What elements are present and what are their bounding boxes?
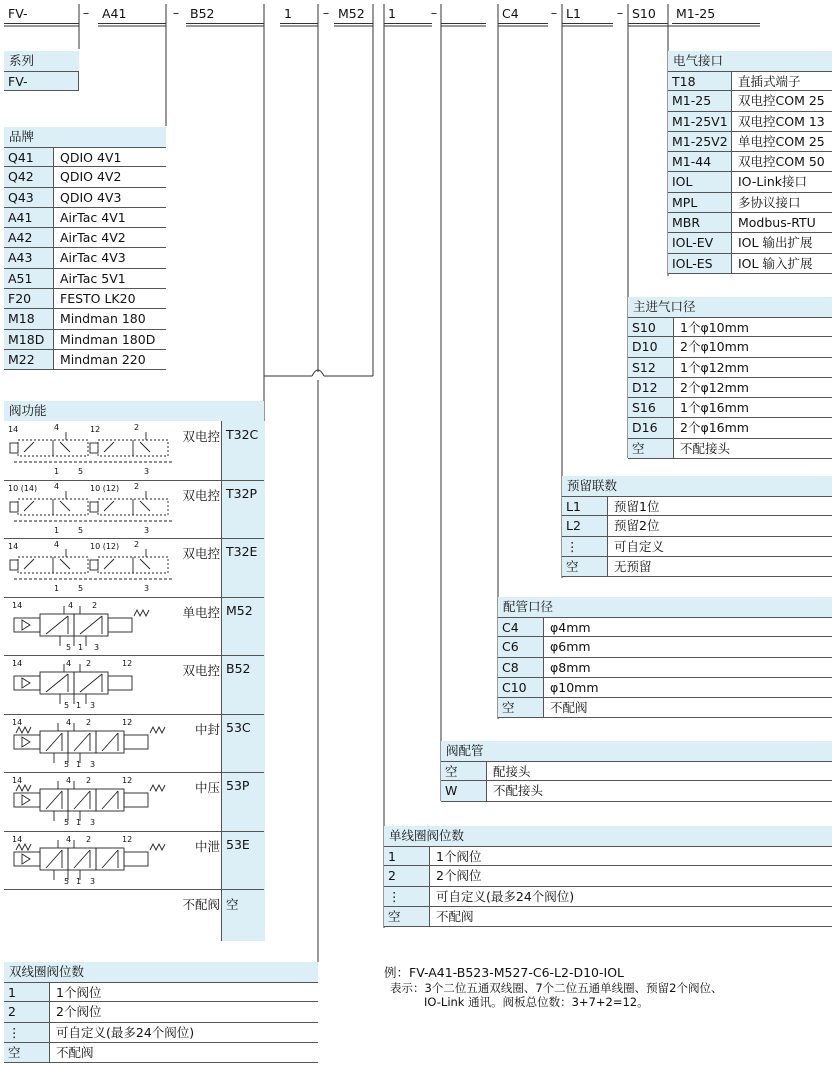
- valve-symbol-icon: [6, 773, 178, 829]
- port-label: 3: [90, 818, 96, 827]
- row-code: 空: [562, 557, 608, 576]
- port-label: 5: [64, 701, 70, 710]
- electrical-table: [668, 51, 832, 274]
- pipe-port-table: [498, 597, 832, 718]
- port-label: 12: [122, 776, 133, 785]
- table-row: [498, 617, 832, 637]
- row-code: M18D: [4, 330, 54, 349]
- row-description: 1个φ16mm: [680, 400, 749, 416]
- port-label: 4: [66, 834, 72, 844]
- table-row: [4, 248, 166, 268]
- row-code: M1-44: [668, 152, 732, 171]
- code-valve-function: B52: [186, 4, 264, 24]
- valve-symbol-icon: [6, 656, 178, 712]
- row-description: AirTac 4V3: [60, 250, 126, 266]
- row-description: 直插式端子: [738, 74, 801, 89]
- main-inlet-title: 主进气口径: [628, 297, 832, 317]
- port-label: 12: [90, 425, 101, 434]
- row-code: T18: [668, 72, 732, 90]
- row-description: QDIO 4V2: [60, 169, 122, 185]
- row-description: Mindman 220: [60, 351, 146, 367]
- table-row: [4, 1043, 318, 1063]
- row-description: 可自定义(最多24个阀位): [56, 1024, 195, 1040]
- row-code: W: [441, 781, 487, 800]
- row-description: QDIO 4V3: [60, 189, 122, 205]
- pipe-port-title: 配管口径: [498, 597, 832, 617]
- valve-function-code: T32P: [226, 485, 258, 501]
- row-code: ⋮: [384, 887, 430, 906]
- row-code: IOL-EV: [668, 233, 732, 252]
- port-label: 2: [92, 600, 98, 610]
- port-label: 5: [64, 759, 70, 769]
- double-coil-table: [4, 962, 318, 1063]
- port-label: 5: [66, 642, 72, 652]
- row-code: D12: [628, 378, 674, 397]
- row-code: D16: [628, 418, 674, 437]
- code-reserved: L1: [562, 4, 613, 24]
- table-row: [384, 887, 832, 907]
- port-label: 12: [122, 717, 133, 727]
- code-main-inlet: S10: [628, 4, 668, 24]
- port-label: 5: [78, 584, 84, 593]
- brand-table: [4, 127, 166, 370]
- port-label: 12: [122, 659, 133, 668]
- row-code: Q42: [4, 167, 54, 186]
- port-label: 1: [78, 642, 84, 652]
- valve-function-row: [4, 597, 264, 657]
- table-row: [668, 172, 832, 192]
- port-label: 2: [86, 717, 92, 727]
- row-description: AirTac 5V1: [60, 270, 126, 286]
- row-description: IOL 输出扩展: [738, 235, 813, 251]
- row-code: 1: [384, 847, 430, 865]
- valve-function-row: [4, 655, 264, 715]
- row-code: Q43: [4, 188, 54, 207]
- port-label: 10 (12): [90, 542, 120, 551]
- row-description: Mindman 180: [60, 311, 146, 327]
- table-row: [384, 907, 832, 927]
- port-label: 3: [144, 584, 150, 593]
- row-code: 2: [384, 866, 430, 885]
- row-description: 1个φ12mm: [680, 359, 749, 375]
- row-description: IOL 输入扩展: [738, 255, 813, 271]
- table-row: [4, 982, 318, 1002]
- port-label: 1: [76, 818, 82, 827]
- code-sep: –: [172, 5, 180, 20]
- row-code: 空: [4, 1043, 50, 1062]
- code-brand: A41: [98, 4, 166, 24]
- row-code: M1-25: [668, 91, 732, 110]
- table-row: [668, 233, 832, 253]
- row-code: C6: [498, 637, 544, 656]
- table-row: [628, 337, 832, 357]
- table-row: [4, 289, 166, 309]
- row-description: 2个φ16mm: [680, 420, 749, 436]
- double-coil-title: 双线圈阀位数: [4, 962, 318, 982]
- valve-function-name: 双电控: [182, 429, 220, 444]
- row-description: 不配阀: [550, 700, 588, 716]
- table-row: [441, 781, 832, 801]
- table-row: [498, 698, 832, 718]
- table-row: [668, 254, 832, 274]
- row-code: F20: [4, 289, 54, 308]
- row-description: φ10mm: [550, 679, 599, 695]
- table-row: [668, 132, 832, 152]
- row-description: 可自定义(最多24个阀位): [436, 888, 575, 904]
- port-label: 10 (14): [8, 483, 38, 493]
- table-row: [4, 208, 166, 228]
- table-row: [628, 398, 832, 418]
- row-description: 预留1位: [614, 499, 660, 514]
- row-code: ⋮: [562, 537, 608, 556]
- row-code: Q41: [4, 148, 54, 166]
- valve-function-row: [4, 538, 264, 598]
- valve-function-row: [4, 714, 264, 774]
- table-row: [628, 317, 832, 337]
- table-row: [668, 193, 832, 213]
- valve-pipe-title: 阀配管: [441, 741, 832, 761]
- row-description: 单电控COM 25: [738, 133, 825, 149]
- table-row: [441, 761, 832, 781]
- table-row: [498, 658, 832, 678]
- table-row: [4, 167, 166, 187]
- valve-function-code: B52: [226, 661, 251, 676]
- row-code: 空: [628, 439, 674, 458]
- code-valve-pipe: [441, 4, 486, 24]
- table-row: [4, 330, 166, 350]
- valve-function-name: 单电控: [182, 604, 220, 620]
- table-row: [668, 71, 832, 91]
- code-series: FV-: [4, 4, 79, 24]
- table-row: [4, 350, 166, 370]
- port-label: 4: [66, 659, 72, 668]
- row-description: φ6mm: [550, 639, 591, 655]
- main-inlet-table: [628, 297, 832, 459]
- code-sep: –: [616, 5, 624, 20]
- port-label: 2: [134, 423, 140, 432]
- port-label: 3: [90, 876, 96, 886]
- valve-symbol-icon: [6, 598, 178, 654]
- valve-function-name: 中泄: [194, 838, 220, 854]
- port-label: 14: [8, 542, 19, 551]
- valve-function-row: [4, 480, 264, 540]
- row-description: 双电控COM 25: [738, 93, 825, 109]
- table-row: [4, 1002, 318, 1022]
- port-label: 1: [76, 759, 82, 769]
- table-row: [668, 112, 832, 132]
- valve-function-name: 中压: [194, 780, 220, 795]
- series-table: [4, 51, 79, 91]
- valve-function-row: [4, 831, 264, 891]
- valve-function-row: [4, 889, 264, 948]
- code-sep: –: [430, 5, 438, 20]
- row-code: C10: [498, 678, 544, 697]
- valve-function-code: T32E: [226, 544, 258, 559]
- port-label: 1: [54, 584, 60, 593]
- row-code: 空: [441, 762, 487, 780]
- port-label: 4: [66, 776, 72, 785]
- row-code: IOL-ES: [668, 254, 732, 273]
- valve-symbol-icon: [6, 481, 178, 537]
- table-row: [628, 439, 832, 459]
- row-description: 不配阀: [56, 1044, 94, 1060]
- table-row: [562, 537, 832, 557]
- row-code: 空: [498, 698, 544, 717]
- valve-function-code: M52: [226, 602, 253, 618]
- port-label: 4: [54, 423, 60, 432]
- port-label: 14: [12, 659, 23, 668]
- valve-function-row: [4, 772, 264, 832]
- row-code: A51: [4, 269, 54, 288]
- row-description: φ4mm: [550, 620, 591, 635]
- row-code: D10: [628, 337, 674, 356]
- port-label: 5: [78, 467, 84, 476]
- table-row: [4, 147, 166, 167]
- example-line-3: IO-Link 通讯。阀板总位数：3+7+2=12。: [424, 995, 649, 1009]
- row-code: 1: [4, 983, 50, 1001]
- port-label: 14: [12, 834, 23, 844]
- port-label: 4: [54, 481, 60, 491]
- row-description: IO-Link接口: [738, 174, 807, 190]
- port-label: 12: [122, 834, 133, 844]
- port-label: 1: [76, 701, 82, 710]
- table-row: [628, 358, 832, 378]
- valve-function-name: 不配阀: [182, 897, 220, 912]
- port-label: 5: [64, 876, 70, 886]
- row-code: S12: [628, 358, 674, 377]
- valve-function-name: 双电控: [182, 546, 220, 561]
- row-description: φ8mm: [550, 659, 591, 675]
- code-sep: –: [322, 5, 330, 20]
- row-code: MBR: [668, 213, 732, 232]
- table-row: [668, 91, 832, 111]
- port-label: 3: [144, 525, 150, 535]
- row-description: 不配接头: [493, 783, 544, 799]
- valve-function-code: 53E: [226, 836, 250, 852]
- table-row: [628, 378, 832, 398]
- row-code: M18: [4, 309, 54, 328]
- port-label: 2: [86, 776, 92, 785]
- row-description: 双电控COM 50: [738, 154, 825, 170]
- port-label: 1: [54, 467, 60, 476]
- table-row: [562, 557, 832, 577]
- row-code: S10: [628, 318, 674, 336]
- port-label: 3: [94, 642, 100, 652]
- table-row: [562, 496, 832, 516]
- row-code: A41: [4, 208, 54, 227]
- valve-function-row: [4, 421, 264, 481]
- valve-function-name: 中封: [194, 721, 220, 737]
- table-row: [668, 213, 832, 233]
- row-code: 空: [384, 907, 430, 926]
- table-row: [4, 71, 79, 91]
- table-row: [562, 516, 832, 536]
- row-code: ⋮: [4, 1023, 50, 1042]
- valve-function-code: T32C: [226, 427, 259, 442]
- row-description: AirTac 4V1: [60, 209, 126, 225]
- code-single-coil-count: 1: [384, 4, 432, 24]
- valve-symbol-icon: [6, 539, 178, 595]
- row-code: L2: [562, 516, 608, 535]
- brand-title: 品牌: [4, 127, 166, 147]
- valve-function-code: 53C: [226, 719, 251, 735]
- table-row: [628, 418, 832, 438]
- row-description: Modbus-RTU: [738, 215, 816, 231]
- row-description: 配接头: [493, 764, 531, 779]
- row-code: C8: [498, 658, 544, 677]
- row-description: 不配阀: [436, 908, 474, 924]
- row-code: IOL: [668, 172, 732, 191]
- code-electrical: M1-25: [672, 4, 760, 24]
- valve-function-code: 53P: [226, 778, 250, 793]
- code-double-coil-count: 1: [280, 4, 318, 24]
- example-line-2: 表示：3个二位五通双线圈、7个二位五通单线圈、预留2个阀位、: [390, 981, 723, 995]
- row-description: QDIO 4V1: [60, 150, 122, 165]
- row-description: 2个φ12mm: [680, 379, 749, 395]
- port-label: 14: [12, 717, 23, 727]
- row-code: M1-25V2: [668, 132, 732, 151]
- port-label: 5: [78, 525, 84, 535]
- port-label: 2: [86, 834, 92, 844]
- example-line-1: 例：FV-A41-B523-M527-C6-L2-D10-IOL: [384, 965, 625, 980]
- table-row: [384, 866, 832, 886]
- row-code: L1: [562, 497, 608, 515]
- electrical-title: 电气接口: [668, 51, 832, 71]
- port-label: 14: [12, 600, 23, 610]
- port-label: 14: [8, 425, 19, 434]
- row-code: C4: [498, 618, 544, 636]
- single-coil-table: [384, 826, 832, 927]
- code-pipe-port: C4: [498, 4, 548, 24]
- port-label: 4: [54, 540, 60, 549]
- row-description: Mindman 180D: [60, 331, 156, 347]
- table-row: [384, 846, 832, 866]
- table-row: [4, 269, 166, 289]
- table-row: [498, 678, 832, 698]
- table-row: [4, 228, 166, 248]
- valve-symbol-icon: [6, 422, 178, 478]
- valve-pipe-table: [441, 741, 832, 802]
- row-description: 预留2位: [614, 518, 660, 534]
- port-label: 4: [68, 600, 74, 610]
- port-label: 3: [90, 759, 96, 769]
- port-label: 3: [90, 701, 96, 710]
- reserved-table: [562, 476, 832, 577]
- table-row: [668, 152, 832, 172]
- port-label: 2: [86, 659, 92, 668]
- row-description: 1个阀位: [56, 985, 102, 1000]
- valve-symbol-icon: [6, 715, 178, 771]
- single-coil-title: 单线圈阀位数: [384, 826, 832, 846]
- row-description: 双电控COM 13: [738, 113, 825, 129]
- row-description: 多协议接口: [738, 194, 801, 210]
- port-label: 1: [54, 525, 60, 535]
- row-description: 2个阀位: [56, 1004, 102, 1020]
- row-code: A43: [4, 248, 54, 267]
- row-description: AirTac 4V2: [60, 230, 126, 246]
- row-code: A42: [4, 228, 54, 247]
- reserved-title: 预留联数: [562, 476, 832, 496]
- row-code: S16: [628, 398, 674, 417]
- code-sep: –: [82, 5, 90, 20]
- valve-function-code: 空: [226, 897, 239, 912]
- series-code: FV-: [4, 72, 79, 90]
- series-title: 系列: [4, 51, 79, 71]
- row-description: 2个φ10mm: [680, 339, 749, 355]
- port-label: 2: [134, 481, 140, 491]
- row-code: M22: [4, 350, 54, 369]
- row-description: 2个阀位: [436, 868, 482, 884]
- port-label: 3: [144, 467, 150, 476]
- row-code: M1-25V1: [668, 112, 732, 131]
- port-label: 4: [66, 717, 72, 727]
- valve-function-title: 阀功能: [4, 401, 264, 421]
- code-sep: –: [550, 5, 558, 20]
- table-row: [4, 188, 166, 208]
- row-description: 不配接头: [680, 440, 731, 456]
- code-single-valve: M52: [334, 4, 373, 24]
- row-description: 1个φ10mm: [680, 320, 749, 335]
- port-label: 1: [76, 876, 82, 886]
- valve-function-name: 双电控: [182, 487, 220, 503]
- valve-symbol-icon: [6, 832, 178, 888]
- port-label: 14: [12, 776, 23, 785]
- table-row: [4, 1023, 318, 1043]
- example-note: [384, 965, 722, 1009]
- valve-function-name: 双电控: [182, 663, 220, 678]
- table-row: [498, 637, 832, 657]
- table-row: [4, 309, 166, 329]
- row-code: MPL: [668, 193, 732, 212]
- row-code: 2: [4, 1002, 50, 1021]
- port-label: 5: [64, 818, 70, 827]
- row-description: 1个阀位: [436, 849, 482, 864]
- port-label: 10 (12): [90, 483, 120, 493]
- row-description: 可自定义: [614, 538, 665, 554]
- row-description: 无预留: [614, 558, 652, 574]
- row-description: FESTO LK20: [60, 291, 136, 307]
- port-label: 2: [134, 540, 140, 549]
